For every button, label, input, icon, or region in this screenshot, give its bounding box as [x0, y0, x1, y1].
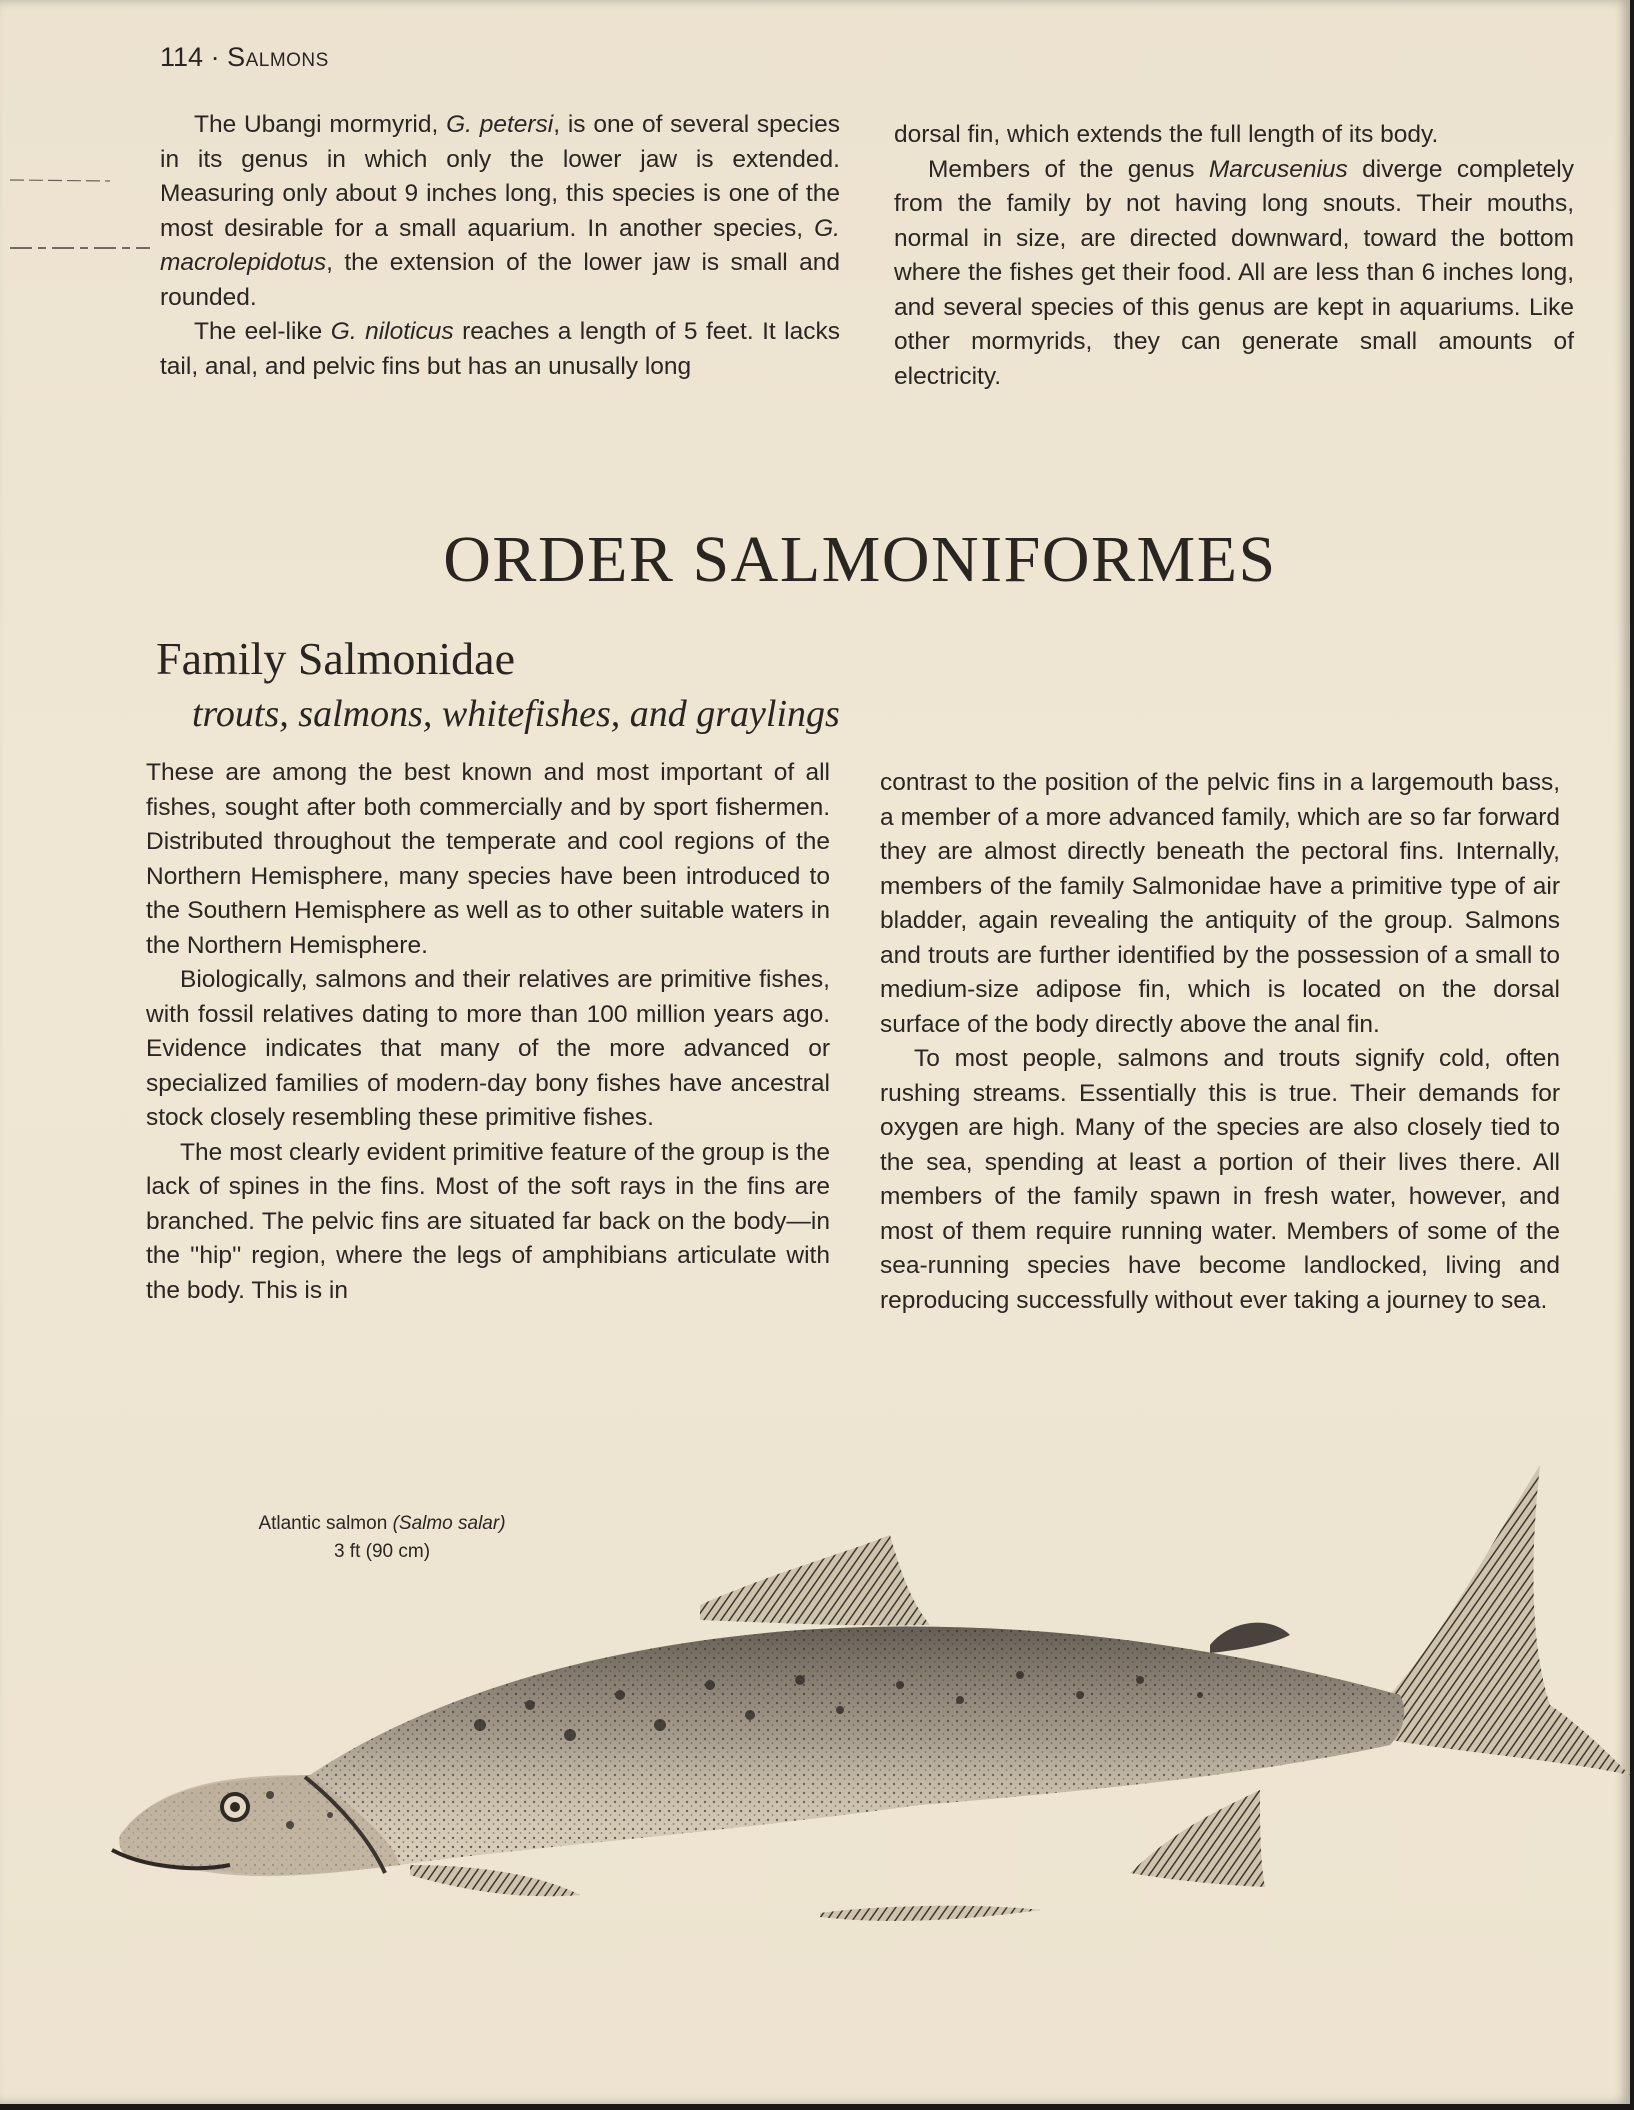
order-title: ORDER SALMONIFORMES [443, 523, 1277, 596]
page-number: 114 [160, 42, 204, 72]
caption-scientific-name: (Salmo salar) [392, 1513, 506, 1534]
paragraph: The Ubangi mormyrid, G. petersi, is one of several species in its genus in which only the lower jaw is extended. Measuring only about 9 inches long, this species is one of the most desirable for a small aquarium. In another species, G. macrolepidotus, the extension of the lower jaw is small and rounded. [160, 111, 840, 311]
margin-pencil-marks [0, 160, 160, 310]
running-head-separator: · [210, 42, 220, 72]
family-subtitle: trouts, salmons, whitefishes, and graylings [192, 693, 840, 735]
caption-common-name: Atlantic salmon [258, 1513, 388, 1534]
paragraph: These are among the best known and most important of all fishes, sought after both commercially and by sport fishermen. Distributed throughout the temperate and cool regions of the Northern Hemisphere, many species have been introduced to the Southern Hemisphere as well as to other suitable waters in the Northern Hemisphere. [146, 759, 830, 959]
caption-size: 3 ft (90 cm) [333, 1541, 431, 1562]
atlantic-salmon-illustration [100, 1395, 1630, 1935]
running-head-section: Salmons [227, 42, 329, 72]
top-left-column [160, 108, 840, 384]
paragraph: The most clearly evident primitive feature of the group is the lack of spines in the fins. Most of the soft rays in the fins are branched. The pelvic fins are situated far back on the body—in the ''hip'' region, where the legs of amphibians articulate with the body. This is in [146, 1138, 830, 1304]
bottom-left-column [146, 756, 830, 1308]
paragraph: dorsal fin, which extends the full length of its body. [894, 121, 1439, 148]
paragraph: Biologically, salmons and their relatives are primitive fishes, with fossil relatives dating to more than 100 million years ago. Evidence indicates that many of the more advanced or specialized families of modern-day bony fishes have ancestral stock closely resembling these primitive fishes. [146, 966, 830, 1131]
top-right-column [894, 118, 1574, 394]
paragraph: contrast to the position of the pelvic fins in a largemouth bass, a member of a more advanced family, which are so far forward they are almost directly beneath the pectoral fins. Internally, members of the family Salmonidae have a primitive type of air bladder, again revealing the antiquity of the group. Salmons and trouts are further identified by the possession of a small to medium-size adipose fin, which is located on the dorsal surface of the body directly above the anal fin. [880, 769, 1560, 1038]
family-title: Family Salmonidae [156, 633, 516, 684]
running-head [160, 42, 329, 73]
paragraph: To most people, salmons and trouts signify cold, often rushing streams. Essentially this is true. Their demands for oxygen are high. Many of the species are also closely tied to the sea, spending at least a portion of their lives there. All members of the family spawn in fresh water, however, and most of them require running water. Members of some of the sea-running species have become landlocked, living and reproducing successfully without ever taking a journey to sea. [880, 1045, 1560, 1314]
paragraph: The eel-like G. niloticus reaches a length of 5 feet. It lacks tail, anal, and pelvic fins but has an unusally long [160, 318, 840, 380]
paragraph: Members of the genus Marcusenius diverge completely from the family by not having long snouts. Their mouths, normal in size, are directed downward, toward the bottom where the fishes get their food. All are less than 6 inches long, and several species of this genus are kept in aquariums. Like other mormyrids, they can generate small amounts of electricity. [894, 155, 1575, 390]
bottom-right-column [880, 766, 1560, 1318]
